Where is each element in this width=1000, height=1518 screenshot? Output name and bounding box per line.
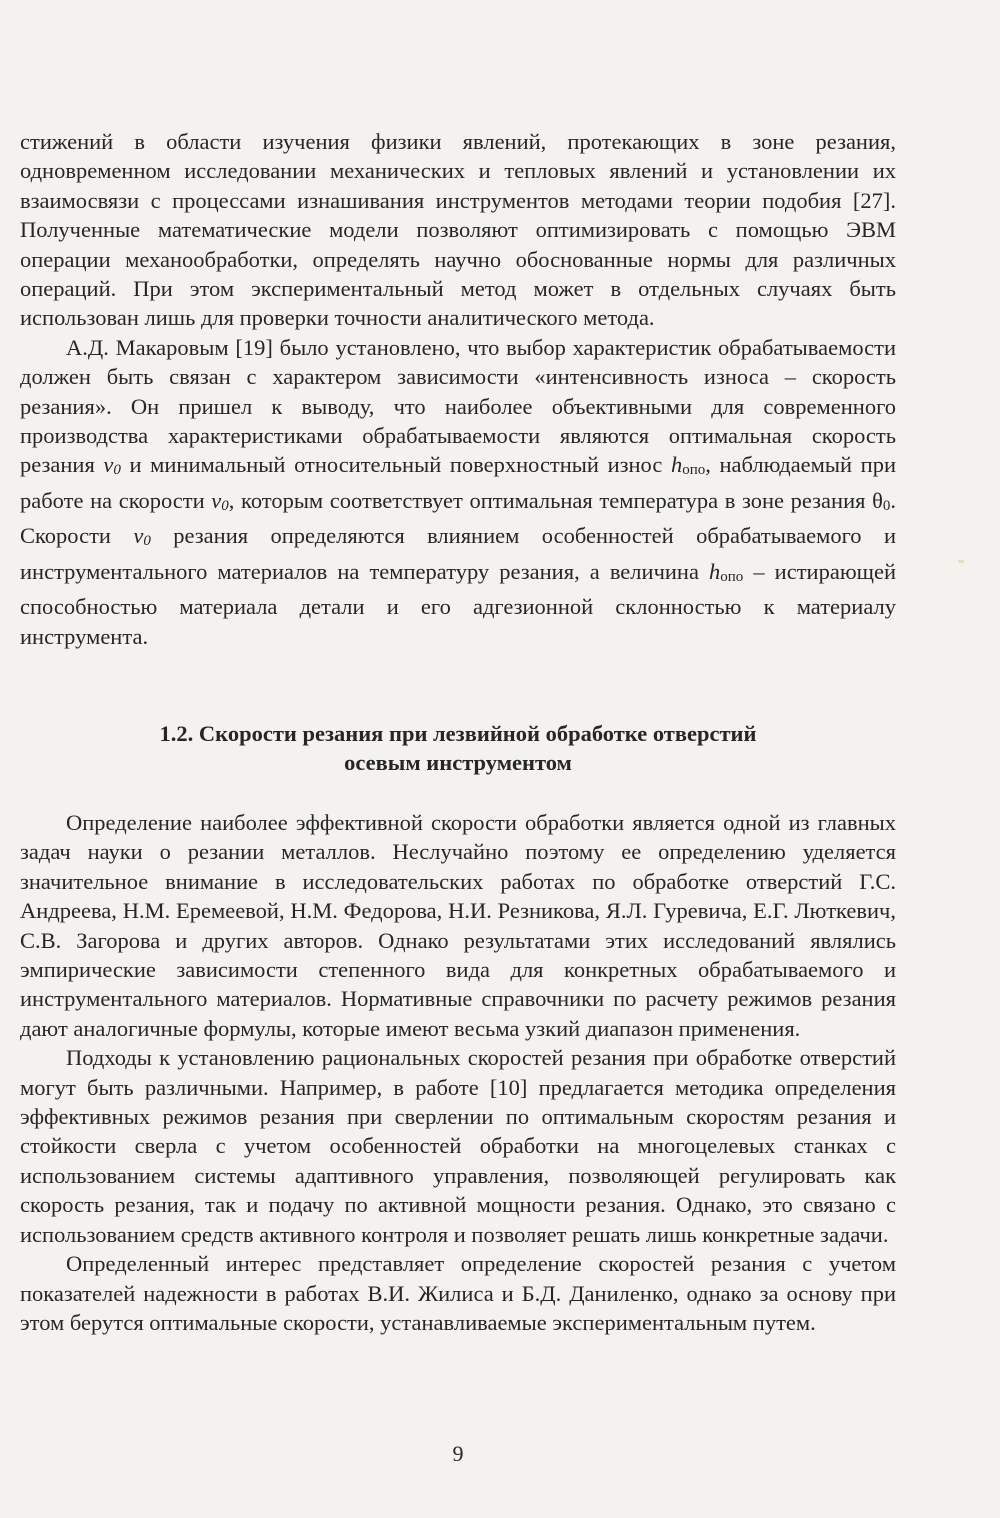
text-run: и минимальный относительный поверхностный износ	[120, 452, 671, 478]
section-heading-line: 1.2. Скорости резания при лезвийной обработке отверстий	[159, 721, 757, 746]
symbol-v0	[103, 452, 121, 477]
paragraph-makarov	[20, 333, 896, 651]
symbol-h-opo	[671, 452, 705, 477]
paragraph: Определенный интерес представляет определение скоростей резания с учетом показателей надежности в работах В.И. Жилиса и Б.Д. Даниленко, однако за основу при этом берутся оптимальные скорости, устанавливаемые экспериментальным путем.	[20, 1251, 896, 1335]
text-run: А.Д. Макаровым [19] было установлено, что выбор характеристик обрабатываемости должен быть связан с характером зависимости «интенсивность износа – скорость резания». Он пришел к выводу, что наиболее объективными для современного производства характеристиками обрабатываемости являются оптимальная скорость резания	[20, 334, 896, 478]
symbol-theta0	[872, 488, 890, 513]
text-run: . Скорости	[20, 487, 896, 549]
paragraph: стижений в области изучения физики явлений, протекающих в зоне резания, одновременном исследовании механических и тепловых явлений и установлении их взаимосвязи с процессами изнашивания инструментов методами теории подобия [27]. Полученные математические модели позволяют оптимизировать с помощью ЭВМ операции механообработки, определять научно обоснованные нормы для различных операций. При этом экспериментальный метод может в отдельных случаях быть использован лишь для проверки точности аналитического метода.	[20, 129, 896, 331]
body-text-top	[20, 127, 896, 651]
symbol-v0	[133, 523, 151, 548]
text-run: – истирающей способностью материала детали и его адгезионной склонностью к материалу инструмента.	[20, 558, 896, 649]
symbol-subscript: 0	[882, 497, 891, 514]
symbol-letter: θ	[872, 487, 883, 513]
paragraph: Подходы к установлению рациональных скоростей резания при обработке отверстий могут быть различными. Например, в работе [10] предлагается методика определения эффективных режимов резания при сверлении по оптимальным скоростям резания и стойкости сверла с учетом особенностей обработки на многоцелевых станках с использованием системы адаптивного управления, позволяющей регулировать как скорость резания, так и подачу по активной мощности резания. Однако, это связано с использованием средств активного контроля и позволяет решать лишь конкретные задачи.	[20, 1045, 896, 1247]
symbol-letter: v	[211, 487, 222, 513]
symbol-letter: v	[103, 452, 114, 478]
scan-speck	[958, 560, 964, 563]
paragraph: Определение наиболее эффективной скорости обработки является одной из главных задач науки о резании металлов. Неслучайно поэтому ее определению уделяется значительное внимание в исследовательских работах по обработке отверстий Г.С. Андреева, Н.М. Еремеевой, Н.М. Федорова, Н.И. Резникова, Я.Л. Гуревича, Е.Г. Люткевич, С.В. Загорова и других авторов. Однако результатами этих исследований являлись эмпирические зависимости степенного вида для конкретных обрабатываемого и инструментального материалов. Нормативные справочники по расчету режимов резания дают аналогичные формулы, которые имеют весьма узкий диапазон применения.	[20, 810, 896, 1041]
symbol-h-opo	[709, 559, 743, 584]
section-heading	[20, 719, 896, 777]
text-run: , которым соответствует оптимальная температура в зоне резания	[228, 487, 873, 513]
symbol-v0	[211, 488, 229, 513]
symbol-letter: h	[670, 452, 683, 478]
section-heading-line: осевым инструментом	[344, 750, 572, 775]
symbol-letter: v	[133, 523, 144, 549]
symbol-subscript: 0	[221, 497, 229, 514]
body-text-bottom	[20, 808, 896, 1337]
symbol-subscript: опо	[682, 462, 706, 479]
symbol-subscript: 0	[113, 462, 121, 479]
text-run: резания определяются влиянием особенностей обрабатываемого и инструментального материалов на температуру резания, а величина	[20, 523, 896, 584]
page-number: 9	[452, 1441, 464, 1466]
symbol-subscript: опо	[720, 568, 744, 585]
symbol-letter: h	[709, 558, 721, 584]
symbol-subscript: 0	[143, 533, 151, 550]
text-run: , наблюдаемый при работе на скорости	[20, 452, 896, 513]
